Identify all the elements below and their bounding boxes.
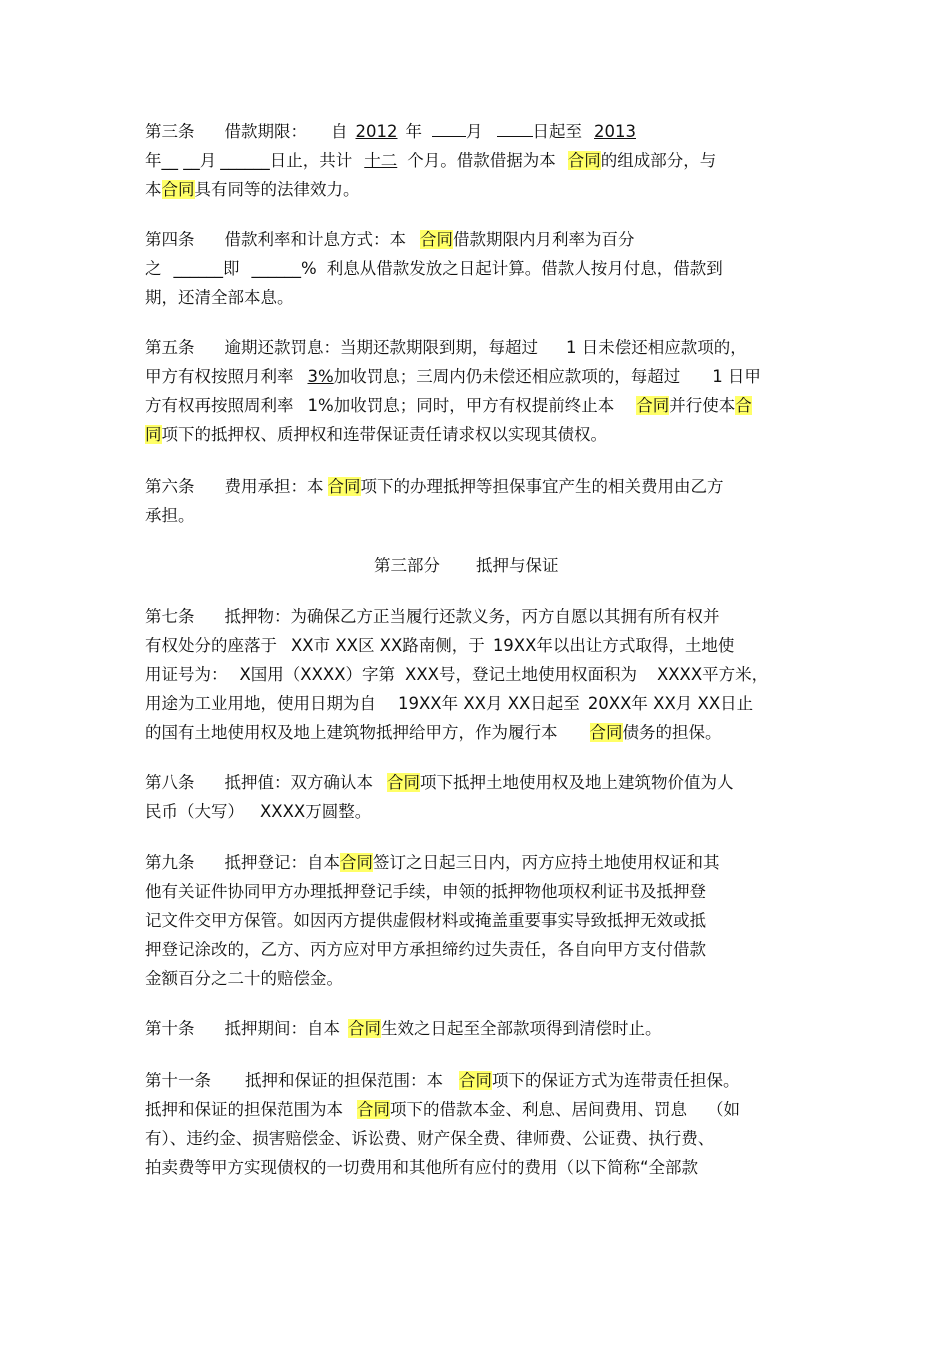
article-5-line-2 [145, 367, 761, 387]
text: 他有关证件协同甲方办理抵押登记手续，申领的抵押物他项权利证书及抵押登 [145, 882, 706, 901]
highlighted-term: 合同 [420, 230, 453, 249]
text: 并行使本 [669, 396, 736, 415]
article-7-line-1 [145, 607, 720, 627]
article-11-line-1 [145, 1071, 740, 1091]
text: 有）、违约金、损害赔偿金、诉讼费、财产保全费、律师费、公证费、执行费、 [145, 1129, 715, 1148]
text: XXXX平方米， [656, 665, 769, 684]
article-3-line-2 [145, 151, 716, 171]
article-9-line-1 [145, 853, 720, 873]
text: 债务的担保。 [622, 723, 722, 742]
text: 民币（大写） [145, 802, 244, 821]
text: 19XX年以出让方式取得，土地使 [492, 636, 735, 655]
article-heading: 抵押登记：自本 [224, 853, 340, 872]
article-heading: 借款期限： [224, 122, 307, 141]
article-number: 第三条 [145, 122, 195, 141]
text: 方有权再按照周利率 [145, 396, 294, 415]
section-heading [374, 556, 559, 576]
text: 利息从借款发放之日起计算。借款人按月付息，借款到 [326, 259, 723, 278]
article-number: 第八条 [145, 773, 195, 792]
text: 自 [331, 122, 348, 141]
text: 用途为工业用地，使用日期为自 [145, 694, 376, 713]
article-7-line-3 [145, 665, 768, 685]
text: 项下的抵押权、质押权和连带保证责任请求权以实现其债权。 [161, 425, 607, 444]
text: 之 [145, 259, 162, 278]
text: 加收罚息；三周内仍未偿还相应款项的，每超过 [333, 367, 681, 386]
text: 项下抵押土地使用权及地上建筑物价值为人 [420, 773, 734, 792]
section-title: 抵押与保证 [476, 556, 559, 575]
highlighted-term: 合 [735, 396, 752, 415]
highlighted-term: 合同 [357, 1100, 390, 1119]
text: 本 [145, 180, 162, 199]
text: 日起至 [532, 122, 582, 141]
text: 承担。 [145, 506, 195, 525]
text: 抵押物：为确保乙方正当履行还款义务，丙方自愿以其拥有所有权并 [224, 607, 720, 626]
article-11-line-2 [145, 1100, 740, 1120]
text: 的国有土地使用权及地上建筑物抵押给甲方，作为履行本 [145, 723, 558, 742]
text: XX市 XX区 XX路南侧，于 [291, 636, 485, 655]
article-heading: 费用承担：本 [224, 477, 324, 496]
article-number: 第十条 [145, 1019, 195, 1038]
article-heading: 抵押期间：自本 [224, 1019, 340, 1038]
article-number: 第六条 [145, 477, 195, 496]
year-end: 2013 [594, 122, 636, 141]
article-8-line-2 [145, 802, 371, 822]
highlighted-term: 合同 [636, 396, 670, 415]
article-number: 第五条 [145, 338, 195, 357]
text: 项下的保证方式为连带责任担保。 [492, 1071, 740, 1090]
year-start: 2012 [355, 122, 398, 141]
text: 19XX年 XX月 XX日起至 [398, 694, 580, 713]
article-4-line-3 [145, 288, 294, 308]
text: 年 [405, 122, 422, 141]
text: 押登记涂改的，乙方、丙方应对甲方承担缔约过失责任，各自向甲方支付借款 [145, 940, 706, 959]
article-7-line-2 [145, 636, 734, 656]
highlighted-term: 合同 [387, 773, 420, 792]
text: 签订之日起三日内，丙方应持土地使用权证和其 [373, 853, 720, 872]
text: 借款期限内月利率为百分 [453, 230, 635, 249]
text: 用证号为： [145, 665, 228, 684]
article-heading: 借款利率和计息方式：本 [224, 230, 406, 249]
article-5-line-3 [145, 396, 752, 416]
article-9-line-4 [145, 940, 706, 960]
text: 的组成部分，与 [600, 151, 717, 170]
text: ______日止，共计 [220, 151, 353, 170]
penalty-rate-monthly: 3% [307, 367, 334, 386]
article-3-line-1 [145, 122, 636, 142]
text: 个月。借款借据为本 [407, 151, 556, 170]
text: （如 [707, 1100, 740, 1119]
text: XXX号，登记土地使用权面积为 [405, 665, 637, 684]
highlighted-term: 合同 [161, 180, 195, 199]
text: 1 日甲 [712, 367, 761, 386]
article-11-line-4 [145, 1158, 698, 1178]
text: 记文件交甲方保管。如因丙方提供虚假材料或掩盖重要事实导致抵押无效或抵 [145, 911, 706, 930]
article-number: 第九条 [145, 853, 195, 872]
article-6-line-1 [145, 477, 724, 497]
article-6-line-2 [145, 506, 195, 526]
highlighted-term: 合同 [327, 477, 361, 496]
article-3-line-3 [145, 180, 360, 200]
article-8-line-1 [145, 773, 734, 793]
text: ______即 [173, 259, 240, 278]
text: 期，还清全部本息。 [145, 288, 294, 307]
article-10-line-1 [145, 1019, 662, 1039]
text: 项下的借款本金、利息、居间费用、罚息 [390, 1100, 687, 1119]
article-5-line-1 [145, 338, 747, 358]
article-4-line-1 [145, 230, 635, 250]
article-heading: 逾期还款罚息：当期还款期限到期，每超过 [224, 338, 538, 357]
highlighted-term: 同 [145, 425, 162, 444]
article-number: 第四条 [145, 230, 195, 249]
text: 金额百分之二十的赔偿金。 [145, 969, 343, 988]
article-number: 第十一条 [145, 1071, 211, 1090]
article-heading: 抵押和保证的担保范围：本 [245, 1071, 443, 1090]
article-7-line-4 [145, 694, 753, 714]
article-4-line-2 [145, 259, 723, 279]
text: X国用（XXXX）字第 [239, 665, 396, 684]
text: 加收罚息；同时，甲方有权提前终止本 [333, 396, 615, 415]
article-5-line-4 [145, 425, 607, 445]
text: 拍卖费等甲方实现债权的一切费用和其他所有应付的费用（以下简称“全部款 [145, 1158, 699, 1177]
interest-rate-blank: ______% [251, 259, 317, 278]
text: 具有同等的法律效力。 [194, 180, 360, 199]
text: 抵押和保证的担保范围为本 [145, 1100, 343, 1119]
article-heading: 抵押值：双方确认本 [224, 773, 373, 792]
article-9-line-3 [145, 911, 706, 931]
text: 项下的办理抵押等担保事宜产生的相关费用由乙方 [360, 477, 724, 496]
text: 有权处分的座落于 [145, 636, 277, 655]
article-number: 第七条 [145, 607, 195, 626]
highlighted-term: 合同 [348, 1019, 381, 1038]
text: XXXX万圆整。 [260, 802, 372, 821]
highlighted-term: 合同 [589, 723, 623, 742]
article-9-line-5 [145, 969, 343, 989]
highlighted-term: 合同 [340, 853, 373, 872]
term-months: 十二 [364, 151, 398, 170]
text: 1 日未偿还相应款项的， [566, 338, 747, 357]
article-11-line-3 [145, 1129, 714, 1149]
article-7-line-5 [145, 723, 722, 743]
text: 生效之日起至全部款项得到清偿时止。 [381, 1019, 662, 1038]
highlighted-term: 合同 [459, 1071, 492, 1090]
text: 20XX年 XX月 XX日止 [587, 694, 754, 713]
text: 月 [466, 122, 483, 141]
article-9-line-2 [145, 882, 706, 902]
text: 年__ __月 [145, 151, 217, 170]
penalty-rate-weekly: 1% [307, 396, 334, 415]
highlighted-term: 合同 [567, 151, 601, 170]
text: 甲方有权按照月利率 [145, 367, 294, 386]
section-number: 第三部分 [374, 556, 440, 575]
